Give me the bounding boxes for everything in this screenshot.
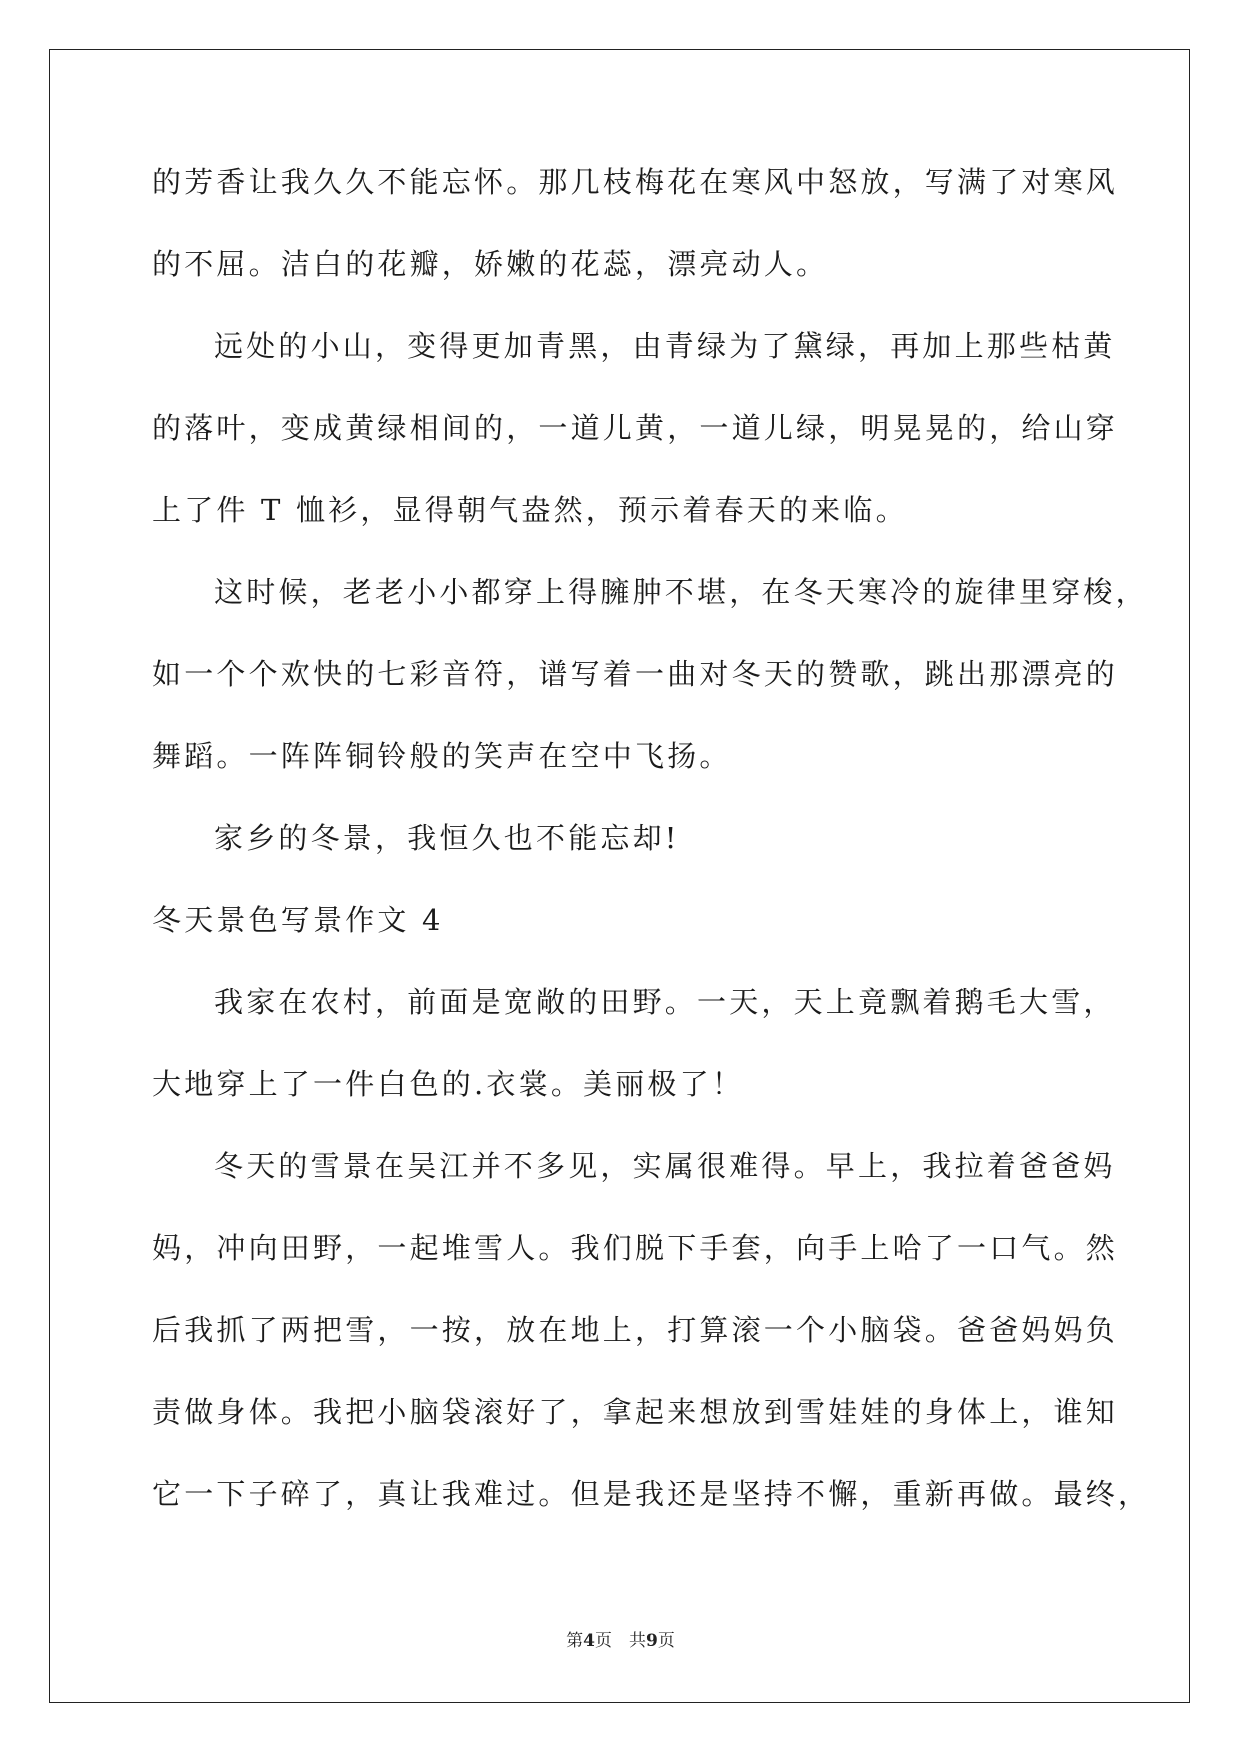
text-line-13: 冬天的雪景在吴江并不多见，实属很难得。早上，我拉着爸爸妈: [214, 1149, 1116, 1183]
text-line-5: 上了件 T 恤衫，显得朝气盎然，预示着春天的来临。: [152, 493, 908, 527]
text-line-2: 的不屈。洁白的花瓣，娇嫩的花蕊，漂亮动人。: [152, 247, 829, 281]
text-line-6: 这时候，老老小小都穿上得臃肿不堪，在冬天寒冷的旋律里穿梭，: [214, 575, 1148, 609]
page-suffix: 页: [657, 1631, 675, 1651]
text-line-9: 家乡的冬景，我恒久也不能忘却!: [214, 821, 680, 855]
text-line-4: 的落叶，变成黄绿相间的，一道儿黄，一道儿绿，明晃晃的，给山穿: [152, 411, 1119, 445]
text-line-14: 妈，冲向田野，一起堆雪人。我们脱下手套，向手上哈了一口气。然: [152, 1231, 1119, 1265]
text-line-11: 我家在农村，前面是宽敞的田野。一天，天上竟飘着鹅毛大雪，: [214, 985, 1116, 1019]
page-current: 4: [583, 1631, 595, 1651]
page-border: [49, 49, 1190, 1703]
text-line-17: 它一下子碎了，真让我难过。但是我还是坚持不懈，重新再做。最终，: [152, 1477, 1151, 1511]
page-footer: [0, 1631, 1241, 1651]
text-line-3: 远处的小山，变得更加青黑，由青绿为了黛绿，再加上那些枯黄: [214, 329, 1116, 363]
text-line-8: 舞蹈。一阵阵铜铃般的笑声在空中飞扬。: [152, 739, 732, 773]
text-line-12: 大地穿上了一件白色的.衣裳。美丽极了！: [152, 1067, 745, 1101]
text-line-1: 的芳香让我久久不能忘怀。那几枝梅花在寒风中怒放，写满了对寒风: [152, 165, 1119, 199]
text-line-7: 如一个个欢快的七彩音符，谱写着一曲对冬天的赞歌，跳出那漂亮的: [152, 657, 1119, 691]
section-heading: 冬天景色写景作文 4: [152, 903, 444, 937]
text-line-15: 后我抓了两把雪，一按，放在地上，打算滚一个小脑袋。爸爸妈妈负: [152, 1313, 1119, 1347]
page-prefix: 第: [566, 1631, 584, 1651]
page-mid: 页 共: [595, 1631, 646, 1651]
text-line-16: 责做身体。我把小脑袋滚好了，拿起来想放到雪娃娃的身体上，谁知: [152, 1395, 1119, 1429]
page-total: 9: [646, 1631, 658, 1651]
